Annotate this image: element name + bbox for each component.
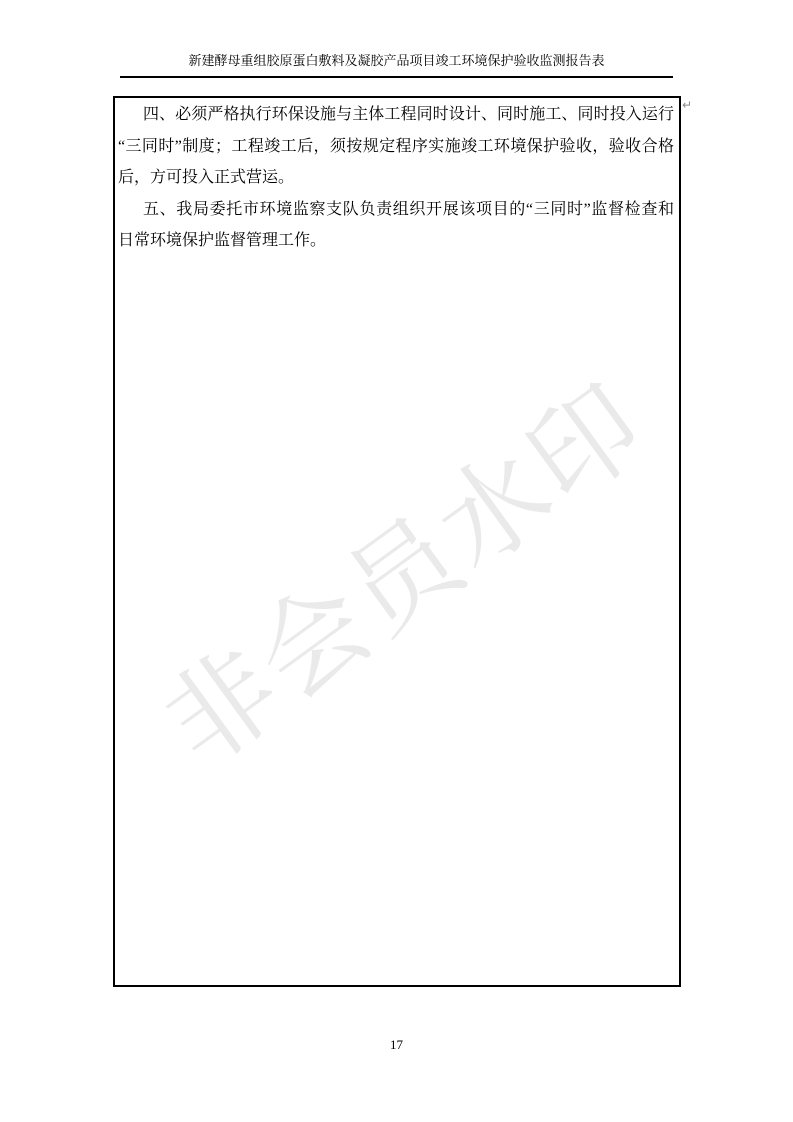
paragraph-4-line-2: “三同时”制度；工程竣工后，须按规定程序实施竣工环境保护验收，验收合格: [118, 137, 674, 155]
paragraph-mark-icon: ↵: [682, 98, 693, 112]
content-text: [115, 98, 679, 257]
page-number: 17: [390, 1037, 403, 1052]
paragraph-5-line-1: 五、我局委托市环境监察支队负责组织开展该项目的“三同时”监督检查和: [143, 200, 674, 218]
paragraph-5-line-2: 日常环境保护监督管理工作。: [118, 232, 327, 250]
page-title: 新建酵母重组胶原蛋白敷料及凝胶产品项目竣工环境保护验收监测报告表: [120, 52, 673, 78]
paragraph-4-line-1: 四、必须严格执行环保设施与主体工程同时设计、同时施工、同时投入运行: [143, 106, 674, 123]
watermark-text: 非会员水印: [143, 360, 668, 788]
paragraph-4-line-3: 后，方可投入正式营运。: [118, 169, 295, 187]
content-box: [113, 96, 681, 987]
